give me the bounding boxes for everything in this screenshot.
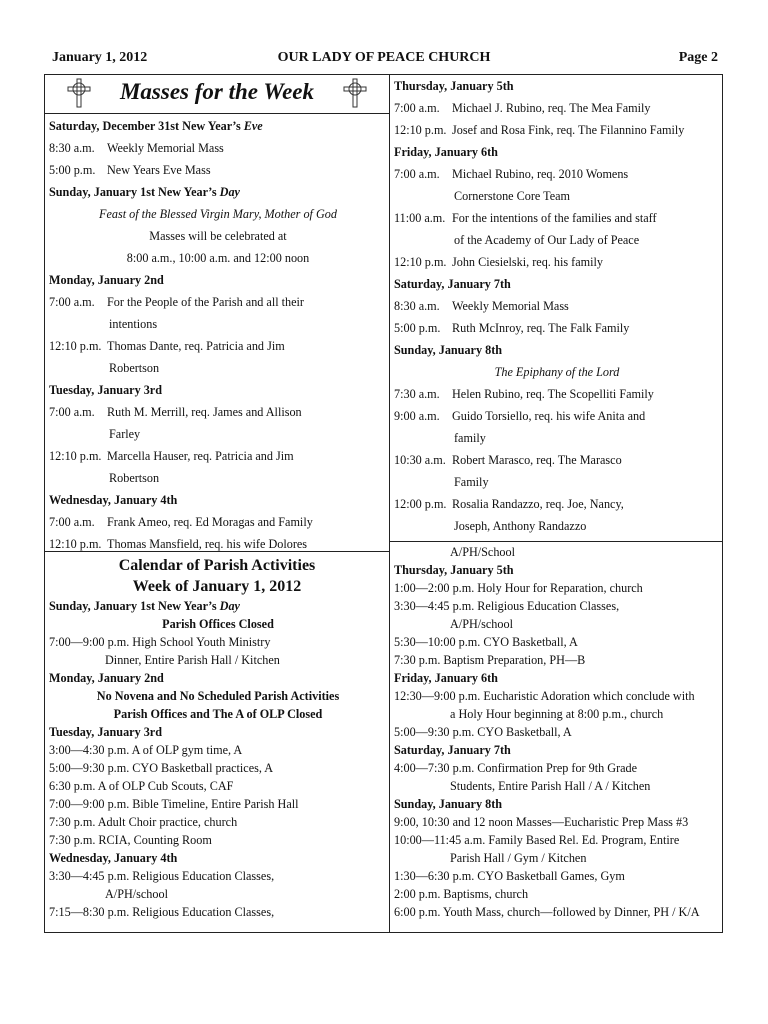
activity-entry: 4:00—7:30 p.m. Confirmation Prep for 9th Grade [394,761,638,775]
day-heading [394,795,720,813]
mass-entry [49,159,387,181]
centered-note: 8:00 a.m., 10:00 a.m. and 12:00 noon [126,251,310,265]
mass-entry [394,97,720,119]
mass-time: 7:30 a.m. [394,387,440,401]
day-heading-label: Sunday, January 1st New Year’s [49,185,220,199]
day-heading-label: Monday, January 2nd [49,273,164,287]
activity-entry: 7:00—9:00 p.m. Bible Timeline, Entire Parish Hall [49,797,299,811]
mass-time: 7:00 a.m. [49,295,95,309]
mass-entry [394,119,720,141]
mass-entry [49,137,387,159]
continuation-line: Robertson [109,471,160,485]
day-heading [49,723,387,741]
mass-entry [49,401,387,423]
mass-entry [49,335,387,357]
mass-time: 5:00 p.m. [49,163,96,177]
mass-time: 8:30 a.m. [49,141,95,155]
mass-intention: Weekly Memorial Mass [107,141,224,155]
day-heading-label: Wednesday, January 4th [49,493,178,507]
mass-entry [394,449,720,471]
mass-entry [394,295,720,317]
day-heading [394,75,720,97]
centered-note: The Epiphany of the Lord [494,365,620,379]
mass-time: 11:00 a.m. [394,211,446,225]
header-page-number: Page 2 [678,50,718,65]
mass-time: 7:00 a.m. [49,515,95,529]
continuation-line: Students, Entire Parish Hall / A / Kitchen [450,779,651,793]
activity-entry: 3:00—4:30 p.m. A of OLP gym time, A [49,743,243,757]
day-heading [49,379,387,401]
activity-entry: 7:00—9:00 p.m. High School Youth Ministry [49,635,271,649]
day-heading-label: Friday, January 6th [394,671,498,685]
day-heading-label: Wednesday, January 4th [49,851,178,865]
mass-intention: Michael Rubino, req. 2010 Womens [452,167,629,181]
mass-entry [394,251,720,273]
day-heading [394,741,720,759]
mass-entry [394,405,720,427]
activity-entry: 9:00, 10:30 and 12 noon Masses—Eucharistic Prep Mass #3 [394,815,689,829]
continuation-line: Robertson [109,361,160,375]
day-heading-label: Sunday, January 1st New Year’s [49,599,220,613]
mass-intention: Thomas Mansfield, req. his wife Dolores [107,537,308,551]
continuation-line: Parish Hall / Gym / Kitchen [450,851,587,865]
centered-notice: Parish Offices and The A of OLP Closed [113,707,323,721]
mass-intention: For the intentions of the families and staff [452,211,657,225]
mass-intention: Michael J. Rubino, req. The Mea Family [452,101,651,115]
mass-time: 8:30 a.m. [394,299,440,313]
mass-time: 12:00 p.m. [394,497,447,511]
day-heading [394,669,720,687]
mass-entry [49,511,387,533]
mass-entry [49,445,387,467]
mass-intention: Ruth M. Merrill, req. James and Allison [107,405,302,419]
mass-intention: Frank Ameo, req. Ed Moragas and Family [107,515,313,529]
day-heading-label: Tuesday, January 3rd [49,725,162,739]
day-heading [49,489,387,511]
mass-intention: New Years Eve Mass [107,163,211,177]
day-heading [394,561,720,579]
activity-entry: 1:00—2:00 p.m. Holy Hour for Reparation, church [394,581,643,595]
mass-entry [394,163,720,185]
mass-time: 7:00 a.m. [49,405,95,419]
masses-title: Masses for the Week [119,79,314,104]
continuation-line: Dinner, Entire Parish Hall / Kitchen [105,653,280,667]
mass-time: 5:00 p.m. [394,321,441,335]
activity-entry: 2:00 p.m. Baptisms, church [394,887,529,901]
mass-entry [394,493,720,515]
mass-time: 12:10 p.m. [49,537,102,551]
continuation-line: Family [454,475,489,489]
centered-notice: Parish Offices Closed [162,617,274,631]
calendar-left-box [44,551,390,933]
day-heading-label: Sunday, January 8th [394,797,503,811]
activity-entry: 7:30 p.m. RCIA, Counting Room [49,833,212,847]
day-heading-suffix: Day [219,185,240,199]
mass-entry [394,317,720,339]
mass-intention: Rosalia Randazzo, req. Joe, Nancy, [452,497,624,511]
mass-time: 7:00 a.m. [394,167,440,181]
activity-entry: 5:00—9:30 p.m. CYO Basketball practices, A [49,761,274,775]
day-heading-label: Thursday, January 5th [394,79,514,93]
activity-entry: 3:30—4:45 p.m. Religious Education Classes, [394,599,620,613]
day-heading [394,273,720,295]
centered-notice: No Novena and No Scheduled Parish Activities [96,689,340,703]
mass-intention: Weekly Memorial Mass [452,299,569,313]
masses-right-box [389,74,723,542]
mass-entry [394,207,720,229]
centered-note: Feast of the Blessed Virgin Mary, Mother of God [99,207,337,221]
calendar-title: Calendar of Parish Activities [118,557,316,574]
activity-entry: 6:00 p.m. Youth Mass, church—followed by Dinner, PH / K/A [394,905,700,919]
day-heading-label: Saturday, January 7th [394,743,511,757]
activity-entry: 12:30—9:00 p.m. Eucharistic Adoration which conclude with [394,689,695,703]
masses-left-list [49,115,387,555]
day-heading-label: Sunday, January 8th [394,343,503,357]
continuation-line: A/PH/school [105,887,168,901]
day-heading-label: Saturday, December 31st New Year’s [49,119,244,133]
day-heading [49,669,387,687]
continuation-line: intentions [109,317,158,331]
mass-time: 7:00 a.m. [394,101,440,115]
mass-intention: John Ciesielski, req. his family [452,255,603,269]
mass-intention: Ruth McInroy, req. The Falk Family [452,321,630,335]
activity-entry: 7:30 p.m. Baptism Preparation, PH—B [394,653,586,667]
mass-entry [394,383,720,405]
mass-intention: Robert Marasco, req. The Marasco [452,453,622,467]
activity-entry: 10:00—11:45 a.m. Family Based Rel. Ed. Program, Entire [394,833,680,847]
mass-time: 10:30 a.m. [394,453,446,467]
continuation-line: A/PH/School [450,545,516,559]
centered-note: Masses will be celebrated at [149,229,287,243]
activity-entry: 6:30 p.m. A of OLP Cub Scouts, CAF [49,779,234,793]
mass-time: 9:00 a.m. [394,409,440,423]
page-header [50,50,718,68]
day-heading-suffix: Day [219,599,240,613]
day-heading [394,339,720,361]
continuation-line: Farley [109,427,141,441]
continuation-line: Cornerstone Core Team [454,189,571,203]
mass-time: 12:10 p.m. [49,449,102,463]
activity-entry: 7:15—8:30 p.m. Religious Education Classes, [49,905,275,919]
activity-entry: 5:30—10:00 p.m. CYO Basketball, A [394,635,578,649]
day-heading-label: Saturday, January 7th [394,277,511,291]
mass-time: 12:10 p.m. [394,123,447,137]
calendar-right-list [394,543,720,921]
mass-intention: Helen Rubino, req. The Scopelliti Family [452,387,654,401]
header-church-name: OUR LADY OF PEACE CHURCH [277,50,491,65]
celtic-cross-icon [341,78,369,108]
day-heading-label: Friday, January 6th [394,145,498,159]
day-heading-label: Thursday, January 5th [394,563,514,577]
mass-intention: Guido Torsiello, req. his wife Anita and [452,409,646,423]
mass-entry [49,291,387,313]
calendar-subtitle: Week of January 1, 2012 [132,578,302,595]
day-heading [49,597,387,615]
day-heading [49,115,387,137]
continuation-line: A/PH/school [450,617,513,631]
calendar-right-box [389,541,723,933]
continuation-line: Joseph, Anthony Randazzo [454,519,587,533]
masses-title-bar [45,75,389,114]
activity-entry: 1:30—6:30 p.m. CYO Basketball Games, Gym [394,869,625,883]
masses-left-box [44,74,390,552]
activity-entry: 7:30 p.m. Adult Choir practice, church [49,815,238,829]
day-heading-suffix: Eve [243,119,263,133]
continuation-line: family [454,431,486,445]
mass-intention: For the People of the Parish and all their [107,295,304,309]
day-heading [49,849,387,867]
masses-right-list [394,75,720,537]
day-heading [49,181,387,203]
day-heading-label: Tuesday, January 3rd [49,383,162,397]
header-date: January 1, 2012 [52,50,148,65]
day-heading [394,141,720,163]
day-heading [49,269,387,291]
mass-time: 12:10 p.m. [49,339,102,353]
calendar-left-list [49,597,387,921]
day-heading-label: Monday, January 2nd [49,671,164,685]
mass-intention: Josef and Rosa Fink, req. The Filannino Family [452,123,685,137]
mass-time: 12:10 p.m. [394,255,447,269]
continuation-line: a Holy Hour beginning at 8:00 p.m., church [450,707,664,721]
activity-entry: 3:30—4:45 p.m. Religious Education Classes, [49,869,275,883]
mass-intention: Thomas Dante, req. Patricia and Jim [107,339,285,353]
mass-intention: Marcella Hauser, req. Patricia and Jim [107,449,294,463]
activity-entry: 5:00—9:30 p.m. CYO Basketball, A [394,725,572,739]
continuation-line: of the Academy of Our Lady of Peace [454,233,640,247]
